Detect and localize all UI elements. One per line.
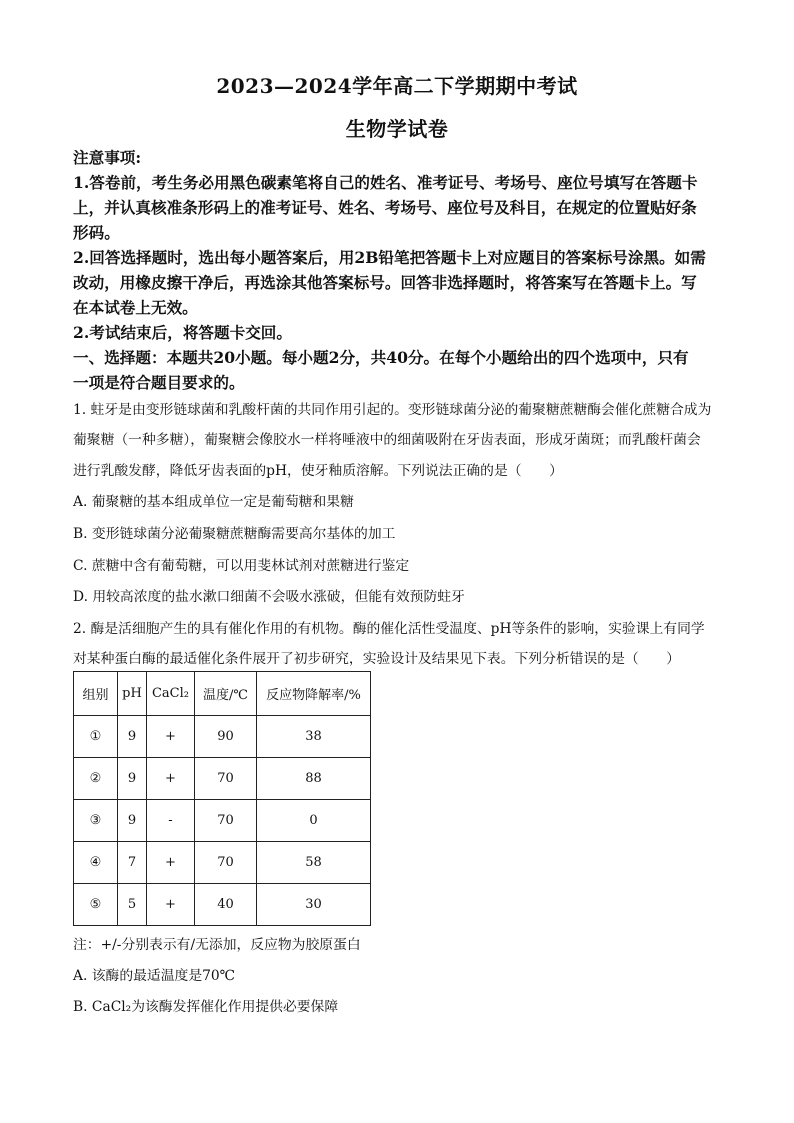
table-row	[74, 800, 371, 842]
table-cell: 9	[118, 758, 147, 800]
experiment-table	[73, 671, 371, 926]
table-cell: 58	[257, 842, 371, 884]
table-cell: 40	[195, 884, 257, 926]
notes-line: 2.回答选择题时，选出每小题答案后，用2B铅笔把答题卡上对应题目的答案标号涂黑。如需	[73, 248, 706, 267]
q2-option-a: A. 该酶的最适温度是70℃	[73, 968, 236, 984]
notes-line: 上，并认真核准条形码上的准考证号、姓名、考场号、座位号及科目，在规定的位置贴好条	[73, 198, 697, 217]
table-cell: 5	[118, 884, 147, 926]
exam-title: 2023—2024学年高二下学期期中考试	[216, 74, 578, 98]
q1-option-a: A. 葡聚糖的基本组成单位一定是葡萄糖和果糖	[73, 494, 354, 510]
section-instruction: 一项是符合题目要求的。	[73, 373, 245, 392]
notes-heading: 注意事项:	[73, 148, 142, 167]
table-cell: -	[147, 800, 195, 842]
table-cell: ③	[74, 800, 118, 842]
table-cell: 70	[195, 800, 257, 842]
table-cell: 9	[118, 716, 147, 758]
table-cell: 70	[195, 758, 257, 800]
table-header-cell: pH	[118, 672, 147, 716]
q1-option-d: D. 用较高浓度的盐水漱口细菌不会吸水涨破，但能有效预防蛀牙	[73, 589, 465, 605]
table-header-cell: 反应物降解率/%	[257, 672, 371, 716]
table-header-row	[74, 672, 371, 716]
q2-option-b: B. CaCl₂为该酶发挥催化作用提供必要保障	[73, 999, 339, 1015]
table-cell: +	[147, 842, 195, 884]
q2-stem-line: 对某种蛋白酶的最适催化条件展开了初步研究，实验设计及结果见下表。下列分析错误的是（ ）	[73, 651, 681, 667]
q2-stem-line: 2. 酶是活细胞产生的具有催化作用的有机物。酶的催化活性受温度、pH等条件的影响，实验课上有同学	[73, 621, 705, 637]
notes-line: 1.答卷前，考生务必用黑色碳素笔将自己的姓名、准考证号、考场号、座位号填写在答题卡	[73, 173, 698, 192]
table-cell: 70	[195, 842, 257, 884]
table-cell: 88	[257, 758, 371, 800]
notes-line: 形码。	[73, 223, 120, 242]
q1-stem-line: 1. 蛀牙是由变形链球菌和乳酸杆菌的共同作用引起的。变形链球菌分泌的葡聚糖蔗糖酶会催化蔗糖合成为	[73, 402, 712, 418]
q1-option-b: B. 变形链球菌分泌葡聚糖蔗糖酶需要高尔基体的加工	[73, 526, 396, 542]
table-row	[74, 758, 371, 800]
q1-stem-line: 葡聚糖（一种多糖），葡聚糖会像胶水一样将唾液中的细菌吸附在牙齿表面，形成牙菌斑；而乳酸杆菌会	[73, 432, 701, 448]
table-header-cell: 组别	[74, 672, 118, 716]
table-header-cell: CaCl₂	[147, 672, 195, 716]
table-cell: 38	[257, 716, 371, 758]
table-row	[74, 842, 371, 884]
table-cell: 7	[118, 842, 147, 884]
table-cell: ⑤	[74, 884, 118, 926]
notes-line: 在本试卷上无效。	[73, 298, 198, 317]
table-row	[74, 716, 371, 758]
table-cell: ①	[74, 716, 118, 758]
table-header-cell: 温度/℃	[195, 672, 257, 716]
table-cell: ④	[74, 842, 118, 884]
table-note: 注：+/-分别表示有/无添加，反应物为胶原蛋白	[73, 937, 361, 953]
exam-subtitle: 生物学试卷	[345, 117, 449, 141]
notes-line: 2.考试结束后，将答题卡交回。	[73, 323, 292, 342]
q1-stem-line: 进行乳酸发酵，降低牙齿表面的pH，使牙釉质溶解。下列说法正确的是（ ）	[73, 463, 563, 479]
q1-option-c: C. 蔗糖中含有葡萄糖，可以用斐林试剂对蔗糖进行鉴定	[73, 558, 410, 574]
table-cell: 9	[118, 800, 147, 842]
notes-line: 改动，用橡皮擦干净后，再选涂其他答案标号。回答非选择题时，将答案写在答题卡上。写	[73, 273, 697, 292]
table-cell: 0	[257, 800, 371, 842]
table-cell: 90	[195, 716, 257, 758]
table-cell: +	[147, 884, 195, 926]
table-cell: +	[147, 758, 195, 800]
section-instruction: 一、选择题：本题共20小题。每小题2分，共40分。在每个小题给出的四个选项中，只有	[73, 348, 689, 367]
table-cell: ②	[74, 758, 118, 800]
table-cell: 30	[257, 884, 371, 926]
table-row	[74, 884, 371, 926]
table-cell: +	[147, 716, 195, 758]
